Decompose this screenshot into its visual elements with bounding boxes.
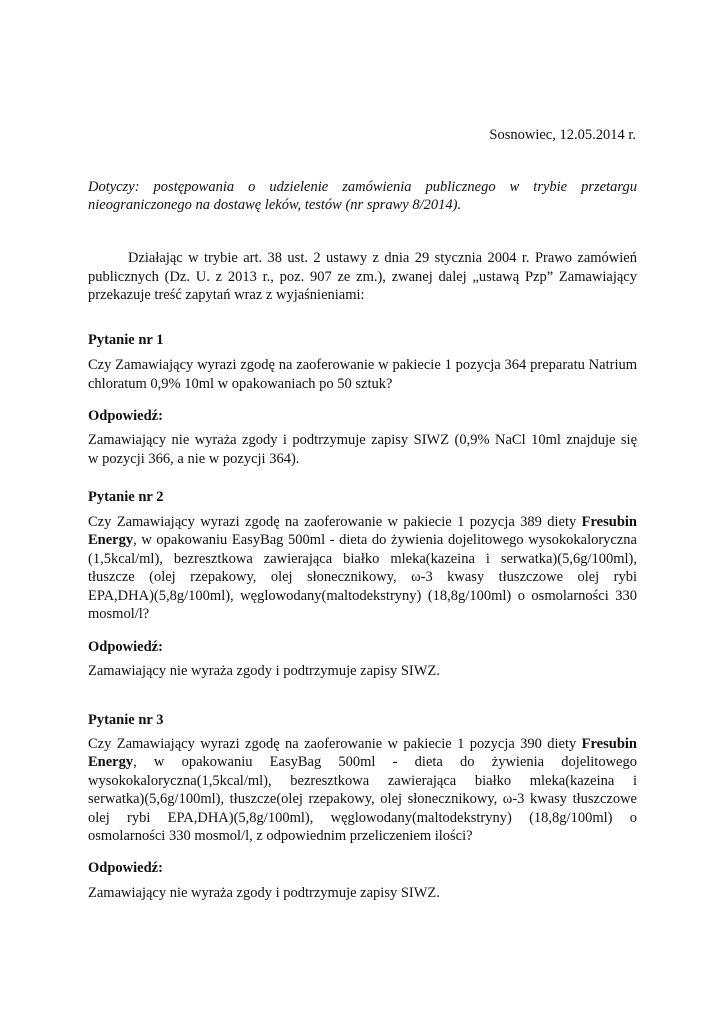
- question-2-line-4: tłuszcze (olej rzepakowy, olej słonecznikowy, ω-3 kwasy tłuszczowe olej rybi: [88, 569, 637, 585]
- question-2-line-5: EPA,DHA)(5,8g/100ml), węglowodany(maltodekstryny) (18,8g/100ml) o osmolarności 330: [88, 588, 637, 604]
- product-name-fresubin: Fresubin: [581, 736, 637, 752]
- question-3-heading: Pytanie nr 3: [88, 712, 164, 728]
- subject-line-2: nieograniczonego na dostawę leków, testów (nr sprawy 8/2014).: [88, 197, 462, 213]
- question-3-line-2: Energy, w opakowaniu EasyBag 500ml - dieta do żywienia dojelitowego: [88, 754, 637, 770]
- product-name-fresubin: Fresubin: [581, 514, 637, 530]
- product-name-energy: Energy: [88, 532, 134, 548]
- product-name-energy: Energy: [88, 754, 134, 770]
- question-3-line-4: serwatka)(5,6g/100ml), tłuszcze(olej rzepakowy, olej słonecznikowy, ω-3 kwasy tłuszczowe: [88, 791, 637, 807]
- question-2-line-2: Energy, w opakowaniu EasyBag 500ml - dieta do żywienia dojelitowego wysokokaloryczna: [88, 532, 637, 548]
- answer-3-heading: Odpowiedź:: [88, 860, 163, 876]
- question-3-line-3: wysokokaloryczna(1,5kcal/ml), bezresztkowa zawierająca białko mleka(kazeina i: [88, 773, 637, 789]
- answer-1-heading: Odpowiedź:: [88, 408, 163, 424]
- question-1-heading: Pytanie nr 1: [88, 332, 164, 348]
- intro-line-2: publicznych (Dz. U. z 2013 r., poz. 907 ze zm.), zwanej dalej „ustawą Pzp” Zamawiający: [88, 269, 637, 285]
- answer-3-line-1: Zamawiający nie wyraża zgody i podtrzymuje zapisy SIWZ.: [88, 885, 440, 901]
- document-date: Sosnowiec, 12.05.2014 r.: [489, 127, 636, 143]
- intro-line-3: przekazuje treść zapytań wraz z wyjaśnieniami:: [88, 287, 365, 303]
- question-1-line-1: Czy Zamawiający wyrazi zgodę na zaoferowanie w pakiecie 1 pozycja 364 preparatu Natrium: [88, 357, 637, 373]
- subject-line-1: Dotyczy: postępowania o udzielenie zamówienia publicznego w trybie przetargu: [88, 179, 637, 195]
- answer-1-line-1: Zamawiający nie wyraża zgody i podtrzymuje zapisy SIWZ (0,9% NaCl 10ml znajduje się: [88, 432, 637, 448]
- answer-1-line-2: w pozycji 366, a nie w pozycji 364).: [88, 451, 300, 467]
- question-2-line-1: Czy Zamawiający wyrazi zgodę na zaoferowanie w pakiecie 1 pozycja 389 diety Fresubin: [88, 514, 637, 530]
- question-1-line-2: chloratum 0,9% 10ml w opakowaniach po 50 sztuk?: [88, 376, 393, 392]
- answer-2-heading: Odpowiedź:: [88, 639, 163, 655]
- question-2-line-6: mosmol/l?: [88, 606, 150, 622]
- question-3-line-6: osmolarności 330 mosmol/l, z odpowiednim przeliczeniem ilości?: [88, 828, 473, 844]
- answer-2-line-1: Zamawiający nie wyraża zgody i podtrzymuje zapisy SIWZ.: [88, 663, 440, 679]
- intro-line-1: Działając w trybie art. 38 ust. 2 ustawy z dnia 29 stycznia 2004 r. Prawo zamówień: [128, 250, 637, 266]
- question-2-heading: Pytanie nr 2: [88, 489, 164, 505]
- question-3-line-5: olej rybi EPA,DHA)(5,8g/100ml), węglowodany(maltodekstryny) (18,8g/100ml) o: [88, 810, 637, 826]
- question-3-line-1: Czy Zamawiający wyrazi zgodę na zaoferowanie w pakiecie 1 pozycja 390 diety Fresubin: [88, 736, 637, 752]
- question-2-line-3: (1,5kcal/ml), bezresztkowa zawierająca białko mleka(kazeina i serwatka)(5,6g/100ml),: [88, 551, 637, 567]
